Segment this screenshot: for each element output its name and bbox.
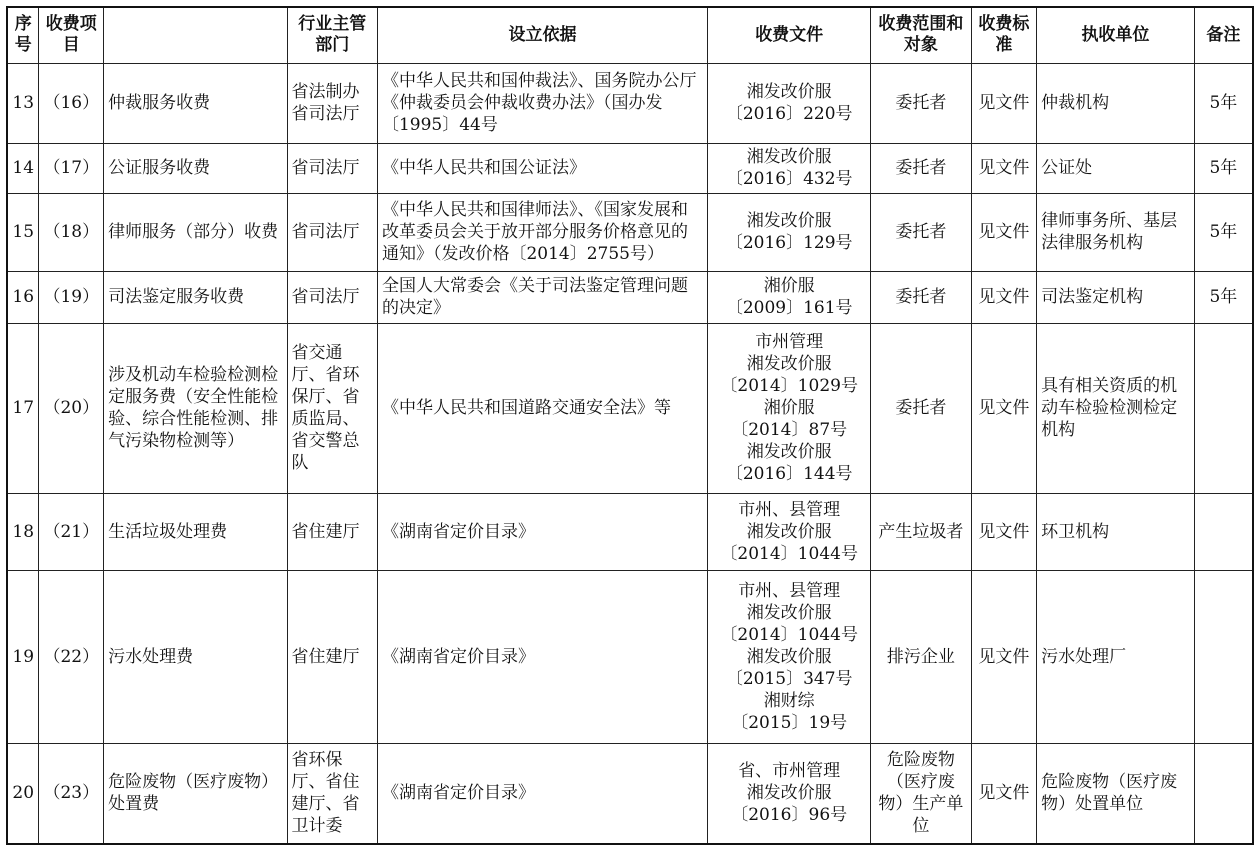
cell-name: 司法鉴定服务收费	[104, 271, 287, 323]
cell-note	[1194, 570, 1253, 743]
cell-item: （21）	[39, 493, 104, 570]
table-row	[7, 493, 1253, 570]
cell-dept: 省司法厅	[287, 193, 377, 271]
cell-dept: 省法制办 省司法厅	[287, 63, 377, 143]
cell-basis: 《中华人民共和国律师法》、《国家发展和改革委员会关于放开部分服务价格意见的通知》（发改价格〔2014〕2755号）	[377, 193, 707, 271]
table-row	[7, 323, 1253, 493]
cell-doc: 湘发改价服 〔2016〕220号	[708, 63, 871, 143]
table-row	[7, 143, 1253, 193]
cell-scope: 委托者	[871, 323, 971, 493]
cell-note	[1194, 323, 1253, 493]
header-doc: 收费文件	[708, 7, 871, 63]
cell-seq: 18	[7, 493, 39, 570]
cell-scope: 委托者	[871, 271, 971, 323]
cell-unit: 危险废物（医疗废物）处置单位	[1037, 743, 1195, 844]
cell-standard: 见文件	[971, 63, 1037, 143]
table-row	[7, 570, 1253, 743]
header-row	[7, 7, 1253, 63]
table-row	[7, 193, 1253, 271]
cell-item: （20）	[39, 323, 104, 493]
cell-dept: 省司法厅	[287, 143, 377, 193]
cell-name: 公证服务收费	[104, 143, 287, 193]
cell-scope: 产生垃圾者	[871, 493, 971, 570]
cell-unit: 公证处	[1037, 143, 1195, 193]
cell-seq: 13	[7, 63, 39, 143]
cell-name: 污水处理费	[104, 570, 287, 743]
cell-dept: 省住建厅	[287, 570, 377, 743]
header-seq: 序号	[7, 7, 39, 63]
cell-item: （22）	[39, 570, 104, 743]
cell-unit: 司法鉴定机构	[1037, 271, 1195, 323]
cell-scope: 排污企业	[871, 570, 971, 743]
cell-seq: 14	[7, 143, 39, 193]
cell-scope: 委托者	[871, 143, 971, 193]
cell-dept: 省住建厅	[287, 493, 377, 570]
cell-standard: 见文件	[971, 193, 1037, 271]
header-dept: 行业主管部门	[287, 7, 377, 63]
cell-seq: 19	[7, 570, 39, 743]
cell-item: （18）	[39, 193, 104, 271]
header-scope: 收费范围和对象	[871, 7, 971, 63]
cell-basis: 《中华人民共和国公证法》	[377, 143, 707, 193]
cell-doc: 湘价服 〔2009〕161号	[708, 271, 871, 323]
header-standard: 收费标准	[971, 7, 1037, 63]
cell-note	[1194, 743, 1253, 844]
cell-note: 5年	[1194, 143, 1253, 193]
cell-seq: 20	[7, 743, 39, 844]
cell-dept: 省司法厅	[287, 271, 377, 323]
cell-basis: 《湖南省定价目录》	[377, 743, 707, 844]
cell-standard: 见文件	[971, 143, 1037, 193]
cell-name: 仲裁服务收费	[104, 63, 287, 143]
cell-seq: 16	[7, 271, 39, 323]
cell-standard: 见文件	[971, 323, 1037, 493]
table-row	[7, 743, 1253, 844]
table-row	[7, 63, 1253, 143]
cell-name: 危险废物（医疗废物）处置费	[104, 743, 287, 844]
cell-doc: 湘发改价服 〔2016〕432号	[708, 143, 871, 193]
cell-doc: 湘发改价服 〔2016〕129号	[708, 193, 871, 271]
cell-basis: 《中华人民共和国仲裁法》、国务院办公厅《仲裁委员会仲裁收费办法》（国办发〔1995〕44号	[377, 63, 707, 143]
cell-scope: 委托者	[871, 193, 971, 271]
cell-doc: 市州、县管理 湘发改价服 〔2014〕1044号	[708, 493, 871, 570]
fee-table	[6, 6, 1254, 845]
cell-standard: 见文件	[971, 493, 1037, 570]
cell-item: （16）	[39, 63, 104, 143]
cell-item: （19）	[39, 271, 104, 323]
cell-doc: 省、市州管理 湘发改价服 〔2016〕96号	[708, 743, 871, 844]
header-item: 收费项目	[39, 7, 104, 63]
cell-note: 5年	[1194, 63, 1253, 143]
cell-note: 5年	[1194, 193, 1253, 271]
header-unit: 执收单位	[1037, 7, 1195, 63]
cell-name: 涉及机动车检验检测检定服务费（安全性能检验、综合性能检测、排气污染物检测等）	[104, 323, 287, 493]
cell-unit: 污水处理厂	[1037, 570, 1195, 743]
header-name	[104, 7, 287, 63]
header-basis: 设立依据	[377, 7, 707, 63]
cell-seq: 17	[7, 323, 39, 493]
cell-seq: 15	[7, 193, 39, 271]
cell-basis: 《湖南省定价目录》	[377, 493, 707, 570]
cell-standard: 见文件	[971, 743, 1037, 844]
cell-name: 律师服务（部分）收费	[104, 193, 287, 271]
cell-note	[1194, 493, 1253, 570]
table-row	[7, 271, 1253, 323]
cell-standard: 见文件	[971, 570, 1037, 743]
cell-note: 5年	[1194, 271, 1253, 323]
cell-dept: 省交通厅、省环保厅、省质监局、省交警总队	[287, 323, 377, 493]
cell-item: （23）	[39, 743, 104, 844]
cell-standard: 见文件	[971, 271, 1037, 323]
cell-basis: 《湖南省定价目录》	[377, 570, 707, 743]
cell-doc: 市州、县管理 湘发改价服 〔2014〕1044号 湘发改价服 〔2015〕347号 湘财综 〔2015〕19号	[708, 570, 871, 743]
cell-scope: 委托者	[871, 63, 971, 143]
cell-name: 生活垃圾处理费	[104, 493, 287, 570]
cell-unit: 律师事务所、基层法律服务机构	[1037, 193, 1195, 271]
cell-dept: 省环保厅、省住建厅、省卫计委	[287, 743, 377, 844]
header-note: 备注	[1194, 7, 1253, 63]
cell-unit: 具有相关资质的机动车检验检测检定机构	[1037, 323, 1195, 493]
cell-item: （17）	[39, 143, 104, 193]
cell-unit: 仲裁机构	[1037, 63, 1195, 143]
cell-doc: 市州管理 湘发改价服 〔2014〕1029号 湘价服 〔2014〕87号 湘发改价服 〔2016〕144号	[708, 323, 871, 493]
cell-basis: 《中华人民共和国道路交通安全法》等	[377, 323, 707, 493]
cell-unit: 环卫机构	[1037, 493, 1195, 570]
cell-basis: 全国人大常委会《关于司法鉴定管理问题的决定》	[377, 271, 707, 323]
cell-scope: 危险废物（医疗废物）生产单位	[871, 743, 971, 844]
